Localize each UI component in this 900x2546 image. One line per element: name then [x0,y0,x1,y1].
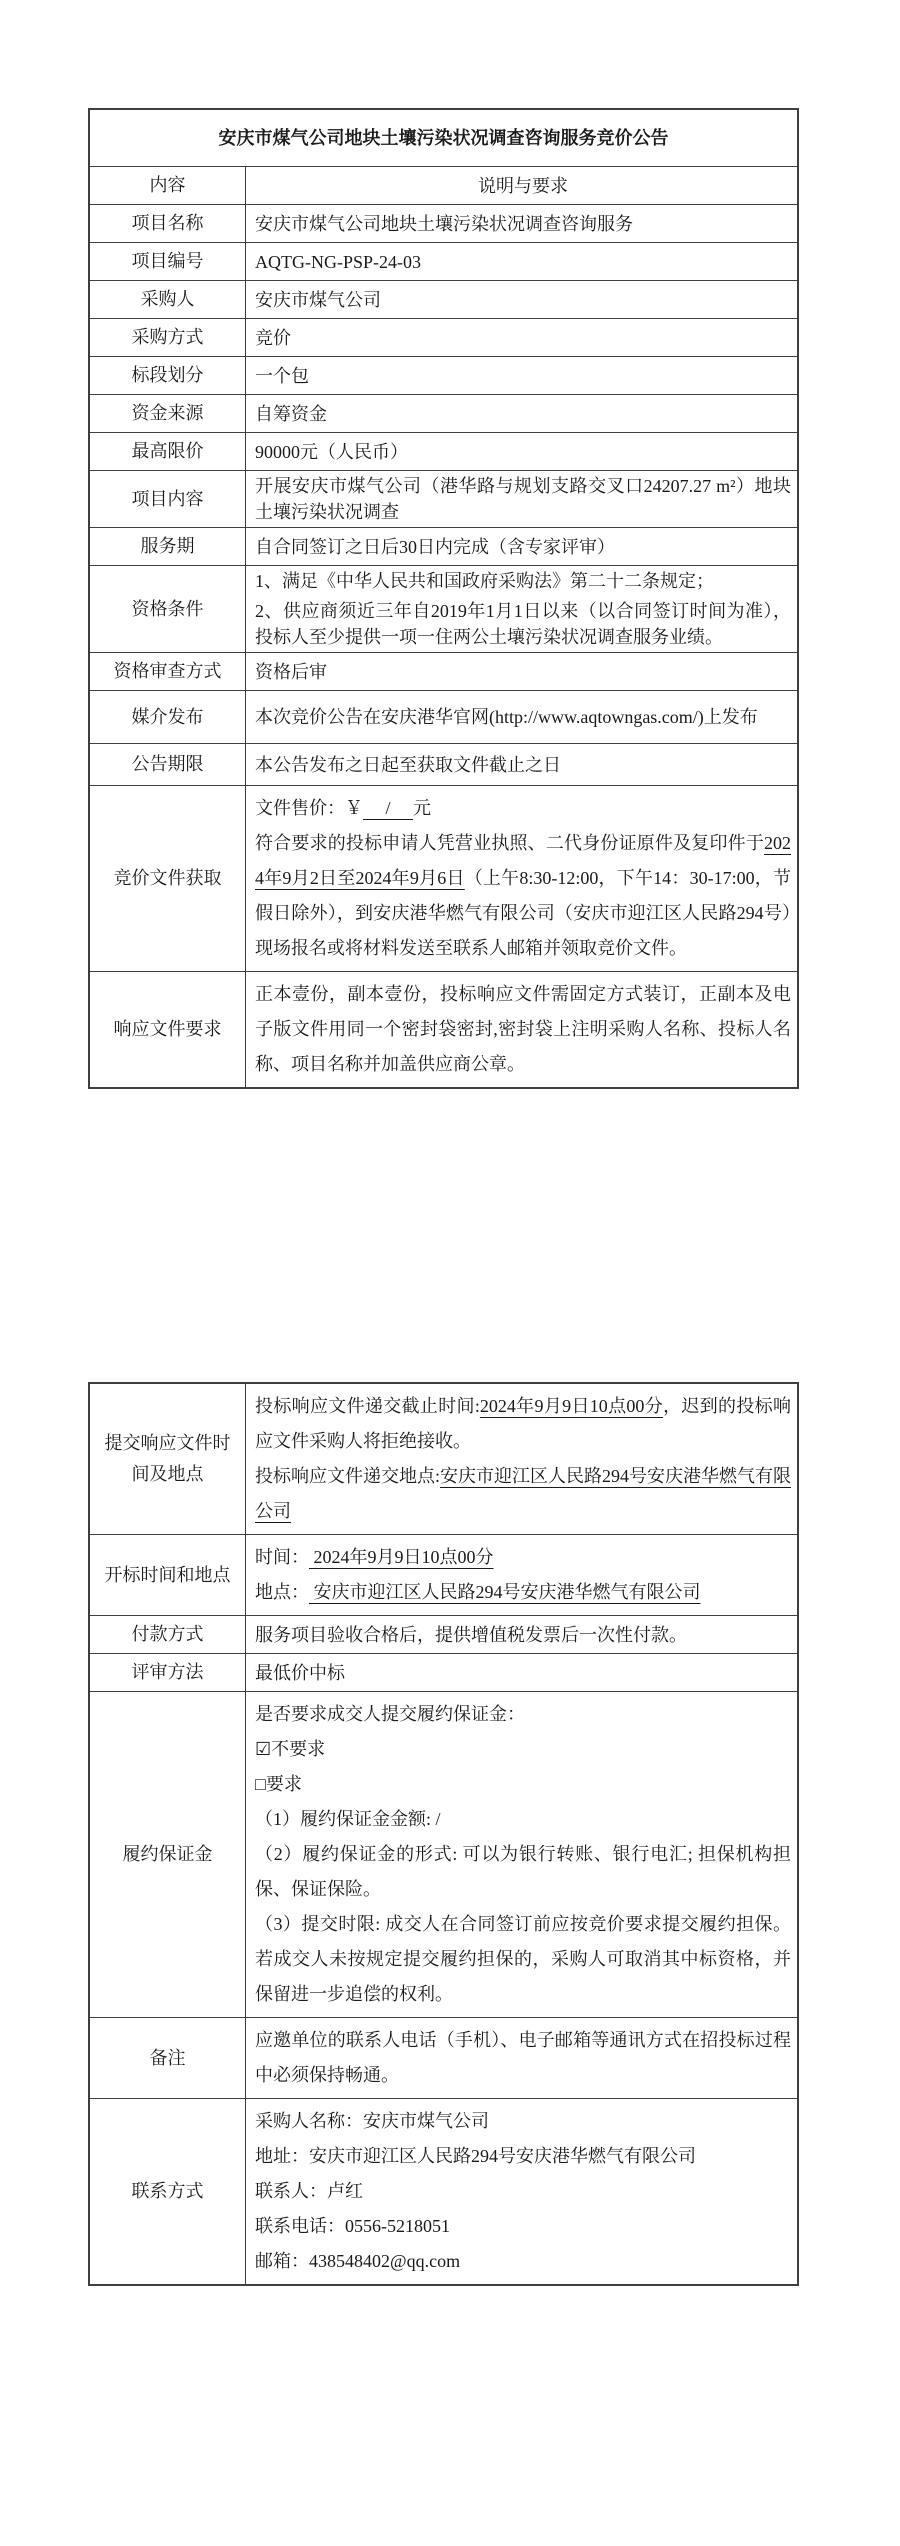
row-value [246,1692,797,2017]
paragraph [255,1540,791,1575]
text-segment: 文件售价：￥ [255,798,363,818]
table-row [90,2098,797,2284]
row-value [246,471,797,527]
row-label: 评审方法 [90,1654,246,1691]
text-segment: 邮箱：438548402@qq.com [255,2251,461,2271]
text-segment: 本次竞价公告在安庆港华官网(http://www.aqtowngas.com/)上发布 [255,707,758,727]
row-value [246,357,797,394]
table-row [90,1653,797,1691]
paragraph [255,323,791,353]
table-row [90,690,797,743]
underlined-text: 安庆市迎江区人民路294号安庆港华燃气有限公司 [255,1466,791,1521]
details-table [88,1382,799,2286]
underlined-text: 2024年9月9日10点00分 [309,1547,494,1567]
table-row [90,1534,797,1615]
table-row [90,1615,797,1653]
paragraph [255,247,791,277]
paragraph [255,977,791,1082]
paragraph [255,598,791,650]
paragraph [255,657,791,687]
table-row [90,470,797,527]
text-segment: 竞价 [255,327,291,348]
text-segment: 投标响应文件递交地点: [255,1466,440,1486]
text-segment: 资格后审 [255,661,327,682]
text-segment: 本公告发布之日起至获取文件截止之日 [255,754,561,775]
text-segment: 应邀单位的联系人电话（手机）、电子邮箱等通讯方式在招投标过程中必须保持畅通。 [255,2030,791,2085]
row-label: 备注 [90,2018,246,2098]
paragraph [255,1575,791,1610]
row-label: 公告期限 [90,744,246,785]
row-label: 开标时间和地点 [90,1535,246,1615]
paragraph [255,2023,791,2093]
row-value [246,566,797,652]
row-label: 服务期 [90,528,246,565]
text-segment: 自合同签订之日后30日内完成（含专家评审） [255,536,615,557]
text-segment: 联系人：卢红 [255,2181,363,2201]
paragraph [255,1767,791,1802]
text-segment: 说明与要求 [478,175,568,196]
row-value [246,167,797,204]
paragraph [255,209,791,239]
paragraph [255,361,791,391]
underlined-text: 2024年9月2日至2024年9月6日 [255,833,791,888]
row-label: 采购方式 [90,319,246,356]
paragraph [255,702,791,732]
table-row [90,394,797,432]
text-segment: （1）履约保证金金额: / [255,1809,441,1829]
table-row [90,280,797,318]
row-value [246,243,797,280]
row-label: 联系方式 [90,2099,246,2284]
text-segment: 时间： [255,1547,309,1567]
details-table-body [90,1384,797,2284]
row-value [246,1384,797,1534]
row-label: 采购人 [90,281,246,318]
text-segment: 地址：安庆市迎江区人民路294号安庆港华燃气有限公司 [255,2146,696,2166]
text-segment: 安庆市煤气公司 [255,289,381,310]
table-row [90,565,797,652]
row-value [246,319,797,356]
paragraph [255,1802,791,1837]
paragraph [255,399,791,429]
paragraph [255,1907,791,2012]
page-title: 安庆市煤气公司地块土壤污染状况调查咨询服务竞价公告 [218,128,669,148]
paragraph [255,2244,791,2279]
row-value [246,528,797,565]
paragraph [255,568,791,594]
text-segment: 服务项目验收合格后，提供增值税发票后一次性付款。 [255,1624,687,1645]
text-segment: 采购人名称：安庆市煤气公司 [255,2111,489,2131]
row-value [246,2018,797,2098]
text-segment: 1、满足《中华人民共和国政府采购法》第二十二条规定； [255,571,714,591]
text-segment: 正本壹份，副本壹份，投标响应文件需固定方式装订，正副本及电子版文件用同一个密封袋密封,密封袋上注明采购人名称、投标人名称、项目名称并加盖供应商公章。 [255,984,791,1074]
paragraph [255,2174,791,2209]
row-label: 竞价文件获取 [90,786,246,971]
table-row [90,743,797,785]
table-row [90,318,797,356]
row-label: 提交响应文件时间及地点 [90,1384,246,1534]
table-row [90,356,797,394]
paragraph [255,473,791,525]
row-value [246,205,797,242]
underlined-text: 2024年9月9日10点00分 [479,1396,664,1416]
paragraph [255,532,791,562]
row-label: 付款方式 [90,1616,246,1653]
paragraph [255,1459,791,1529]
paragraph [255,1620,791,1650]
row-label: 内容 [90,167,246,204]
row-value [246,1535,797,1615]
row-value [246,653,797,690]
row-label: 最高限价 [90,433,246,470]
text-segment: AQTG-NG-PSP-24-03 [255,251,421,272]
paragraph [255,2209,791,2244]
paragraph [255,1389,791,1459]
row-label: 资格审查方式 [90,653,246,690]
text-segment: 开展安庆市煤气公司（港华路与规划支路交叉口24207.27 m²）地块土壤污染状况调查 [255,476,791,522]
paragraph [255,1697,791,1732]
row-value [246,395,797,432]
table-row [90,971,797,1087]
row-value [246,691,797,743]
table-row [90,1384,797,1534]
paragraph [255,791,791,826]
paragraph [255,1732,791,1767]
text-segment: 自筹资金 [255,403,327,424]
row-label: 标段划分 [90,357,246,394]
row-value [246,744,797,785]
paragraph [255,2104,791,2139]
row-label: 响应文件要求 [90,972,246,1087]
paragraph [255,1837,791,1907]
row-value [246,433,797,470]
paragraph [255,171,791,201]
text-segment: 联系电话：0556-5218051 [255,2216,450,2236]
text-segment: 不要求 [271,1739,326,1759]
row-label: 项目名称 [90,205,246,242]
text-segment: 2、供应商须近三年自2019年1月1日以来（以合同签订时间为准），投标人至少提供一项一住两公土壤污染状况调查服务业绩。 [255,601,791,647]
underlined-text: 安庆市迎江区人民路294号安庆港华燃气有限公司 [309,1582,701,1602]
row-label: 项目内容 [90,471,246,527]
row-value [246,1616,797,1653]
row-value [246,2099,797,2284]
paragraph [255,285,791,315]
checkbox-unchecked-icon: □ [255,1774,266,1794]
table-row [90,652,797,690]
text-segment: ，迟到的投标响应文件采购人将拒绝接收。 [255,1396,792,1451]
row-label: 项目编号 [90,243,246,280]
announcement-table [88,108,799,1089]
text-segment: 地点： [255,1582,309,1602]
table-title-row [90,110,797,166]
row-label: 资格条件 [90,566,246,652]
announcement-table-body [90,166,797,1087]
text-segment: 元 [413,798,432,818]
table-row [90,242,797,280]
text-segment: （上午8:30-12:00，下午14：30-17:00，节假日除外），到安庆港华燃气有限公司（安庆市迎江区人民路294号）现场报名或将材料发送至联系人邮箱并领取竞价文件。 [255,868,792,958]
text-segment: 投标响应文件递交截止时间: [255,1396,480,1416]
paragraph [255,826,791,966]
paragraph [255,437,791,467]
text-segment: （3）提交时限: 成交人在合同签订前应按竞价要求提交履约担保。若成交人未按规定提交履约担保的，采购人可取消其中标资格，并保留进一步追偿的权利。 [255,1914,791,2004]
table-row [90,2017,797,2098]
text-segment: 是否要求成交人提交履约保证金： [255,1704,525,1724]
paragraph [255,1658,791,1688]
text-segment: 安庆市煤气公司地块土壤污染状况调查咨询服务 [255,213,633,234]
table-row [90,1691,797,2017]
text-segment: 90000元（人民币） [255,441,408,462]
table-row [90,432,797,470]
table-row [90,166,797,204]
underlined-text: / [363,798,414,818]
text-segment: 最低价中标 [255,1662,345,1683]
text-segment: 要求 [265,1774,302,1794]
text-segment: 符合要求的投标申请人凭营业执照、二代身份证原件及复印件于 [255,833,764,853]
table-row [90,204,797,242]
row-value [246,972,797,1087]
text-segment: 一个包 [255,365,309,386]
text-segment: （2）履约保证金的形式: 可以为银行转账、银行电汇; 担保机构担保、保证保险。 [255,1844,791,1899]
row-value [246,786,797,971]
row-label: 媒介发布 [90,691,246,743]
paragraph [255,750,791,780]
row-label: 资金来源 [90,395,246,432]
row-value [246,1654,797,1691]
row-value [246,281,797,318]
table-row [90,785,797,971]
row-label: 履约保证金 [90,1692,246,2017]
paragraph [255,2139,791,2174]
checkbox-checked-icon: ☑ [255,1739,272,1759]
table-row [90,527,797,565]
